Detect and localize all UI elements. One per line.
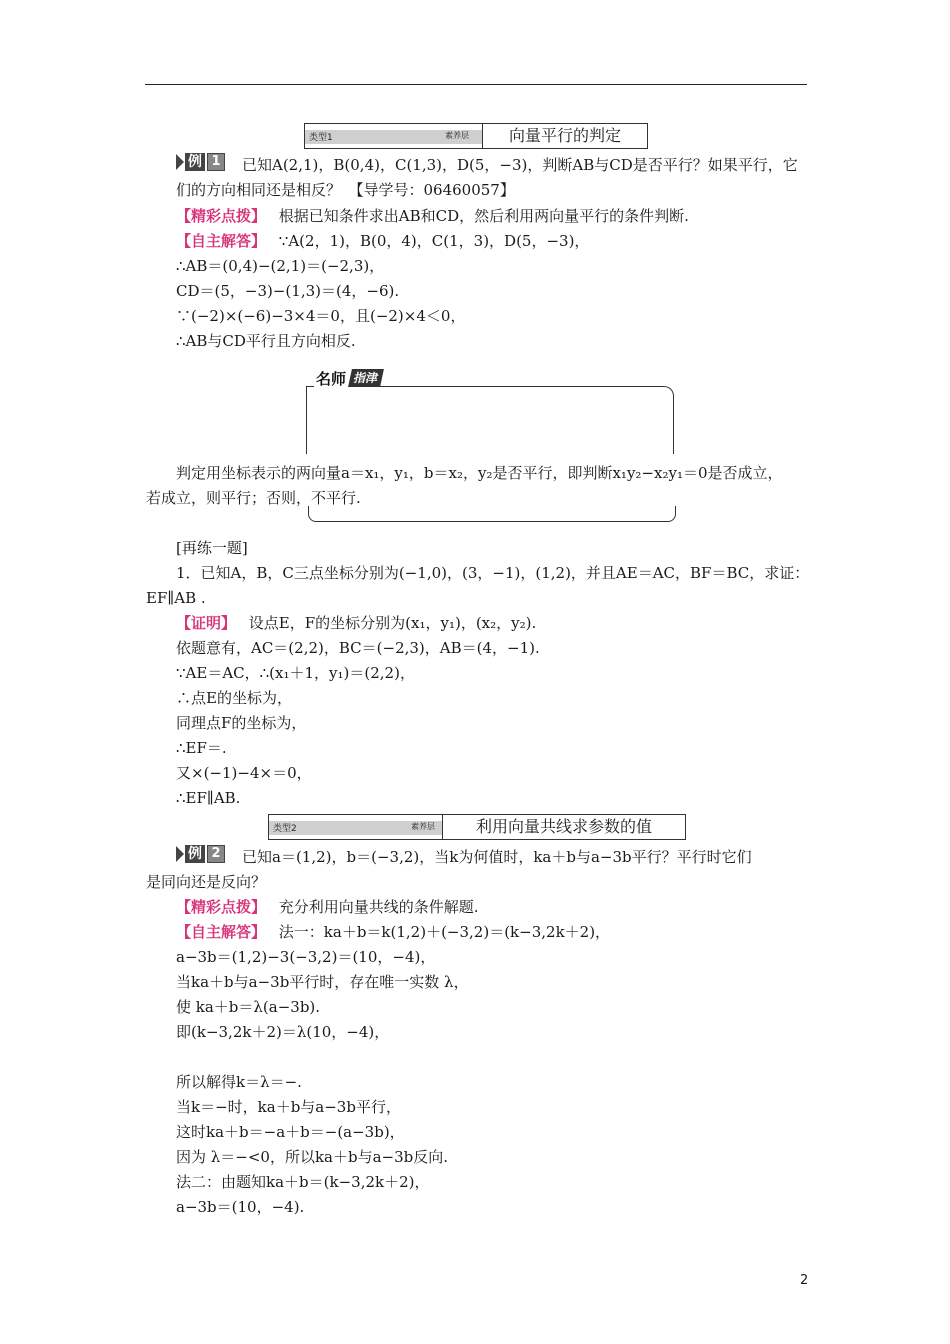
example-label: 例 bbox=[185, 153, 205, 171]
example1-line2: 们的方向相同还是相反？ 【导学号：06460057】 bbox=[176, 181, 515, 199]
section-tag-right: 素养层 bbox=[445, 131, 469, 140]
teacher-box-bottom bbox=[308, 506, 676, 522]
example1-step4: ∴AB与CD平行且方向相反. bbox=[176, 332, 356, 350]
example-number: 2 bbox=[207, 845, 225, 863]
practice-proof bbox=[176, 613, 536, 633]
example1-step2: CD＝(5，−3)−(1,3)＝(4，−6). bbox=[176, 282, 400, 300]
example1-line1: 已知A(2,1)，B(0,4)，C(1,3)，D(5，−3)，判断AB与CD是否平行？如果平行，它 bbox=[242, 156, 798, 174]
example2-s1: a−3b＝(1,2)−3(−3,2)＝(10，−4)， bbox=[176, 948, 436, 966]
example2-line1: 已知a＝(1,2)，b＝(−3,2)，当k为何值时，ka＋b与a−3b平行？平行时它们 bbox=[242, 848, 752, 866]
example2-s4: 即(k−3,2k＋2)＝λ(10，−4)， bbox=[176, 1023, 390, 1041]
practice-s6: 又×(−1)−4×＝0， bbox=[176, 764, 312, 782]
example2-line2: 是同向还是反向？ bbox=[146, 873, 267, 891]
example2-s5: 所以解得k＝λ＝−. bbox=[176, 1073, 302, 1091]
practice-s2: ∵AE＝AC，∴(x₁＋1，y₁)＝(2,2)， bbox=[176, 664, 415, 682]
example2-s2: 当ka＋b与a−3b平行时，存在唯一实数 λ， bbox=[176, 973, 469, 991]
example1-answer bbox=[176, 231, 589, 251]
triangle-icon bbox=[176, 846, 184, 862]
example2-s3: 使 ka＋b＝λ(a−3b). bbox=[176, 998, 321, 1016]
answer-label: 【自主解答】 bbox=[176, 923, 267, 941]
teacher-box-frame bbox=[306, 386, 674, 454]
section-tag-bar bbox=[268, 814, 442, 840]
practice-s3: ∴点E的坐标为， bbox=[176, 689, 292, 707]
section-tag: 类型1 bbox=[309, 133, 333, 143]
teacher-tab-main: 名师 bbox=[316, 369, 347, 388]
teacher-line2: 若成立，则平行；否则，不平行. bbox=[146, 489, 361, 507]
section-title: 利用向量共线求参数的值 bbox=[442, 814, 686, 840]
teacher-line1: 判定用坐标表示的两向量a＝x₁，y₁，b＝x₂，y₂是否平行，即判断x₁y₂−x₂y₁＝0是否成立， bbox=[176, 464, 783, 482]
hint-text: 充分利用向量共线的条件解题. bbox=[278, 898, 479, 916]
practice-q1: 1．已知A，B，C三点坐标分别为(−1,0)，(3，−1)，(1,2)，并且AE＝AC，BF＝BC，求证： bbox=[176, 564, 810, 582]
section-header-1 bbox=[304, 123, 648, 149]
teacher-tab bbox=[314, 368, 382, 388]
teacher-tab-sub: 指津 bbox=[348, 369, 384, 387]
example2-answer bbox=[176, 922, 610, 942]
example1-step3: ∵(−2)×(−6)−3×4＝0，且(−2)×4＜0， bbox=[176, 307, 466, 325]
section-header-2 bbox=[268, 814, 686, 840]
example2-hint bbox=[176, 897, 479, 917]
example2-s9: 法二：由题知ka＋b＝(k−3,2k＋2)， bbox=[176, 1173, 430, 1191]
example-badge-1 bbox=[176, 153, 225, 171]
practice-s5: ∴EF＝. bbox=[176, 739, 227, 757]
page-number: 2 bbox=[800, 1273, 809, 1288]
example2-s10: a−3b＝(10，−4). bbox=[176, 1198, 305, 1216]
proof-label: 【证明】 bbox=[176, 614, 237, 632]
answer-text: 法一：ka＋b＝k(1,2)＋(−3,2)＝(k−3,2k＋2)， bbox=[278, 923, 611, 941]
practice-s4: 同理点F的坐标为， bbox=[176, 714, 307, 732]
teacher-tip-box bbox=[306, 368, 676, 458]
example1-step1: ∴AB＝(0,4)−(2,1)＝(−2,3)， bbox=[176, 257, 385, 275]
hint-label: 【精彩点拨】 bbox=[176, 898, 267, 916]
triangle-icon bbox=[176, 154, 184, 170]
hint-label: 【精彩点拨】 bbox=[176, 207, 267, 225]
section-tag-bar bbox=[304, 123, 482, 149]
practice-q2: EF∥AB . bbox=[146, 589, 206, 607]
example2-s6: 当k＝−时，ka＋b与a−3b平行， bbox=[176, 1098, 401, 1116]
answer-label: 【自主解答】 bbox=[176, 232, 267, 250]
proof-text: 设点E，F的坐标分别为(x₁，y₁)，(x₂，y₂). bbox=[248, 614, 537, 632]
hint-text: 根据已知条件求出AB和CD，然后利用两向量平行的条件判断. bbox=[278, 207, 689, 225]
section-title: 向量平行的判定 bbox=[482, 123, 648, 149]
example-label: 例 bbox=[185, 845, 205, 863]
practice-s1: 依题意有，AC＝(2,2)，BC＝(−2,3)，AB＝(4，−1). bbox=[176, 639, 540, 657]
example1-hint bbox=[176, 206, 689, 226]
practice-s7: ∴EF∥AB. bbox=[176, 789, 241, 807]
example-number: 1 bbox=[207, 153, 225, 171]
practice-heading: [再练一题] bbox=[176, 539, 248, 557]
example2-s8: 因为 λ＝−<0，所以ka＋b与a−3b反向. bbox=[176, 1148, 449, 1166]
example2-s7: 这时ka＋b＝−a＋b＝−(a−3b)， bbox=[176, 1123, 405, 1141]
top-rule bbox=[145, 84, 807, 85]
answer-text: ∵A(2，1)，B(0，4)，C(1，3)，D(5，−3)， bbox=[278, 232, 590, 250]
section-tag-right: 素养层 bbox=[411, 822, 435, 831]
example-badge-2 bbox=[176, 845, 225, 863]
section-tag: 类型2 bbox=[273, 824, 297, 834]
